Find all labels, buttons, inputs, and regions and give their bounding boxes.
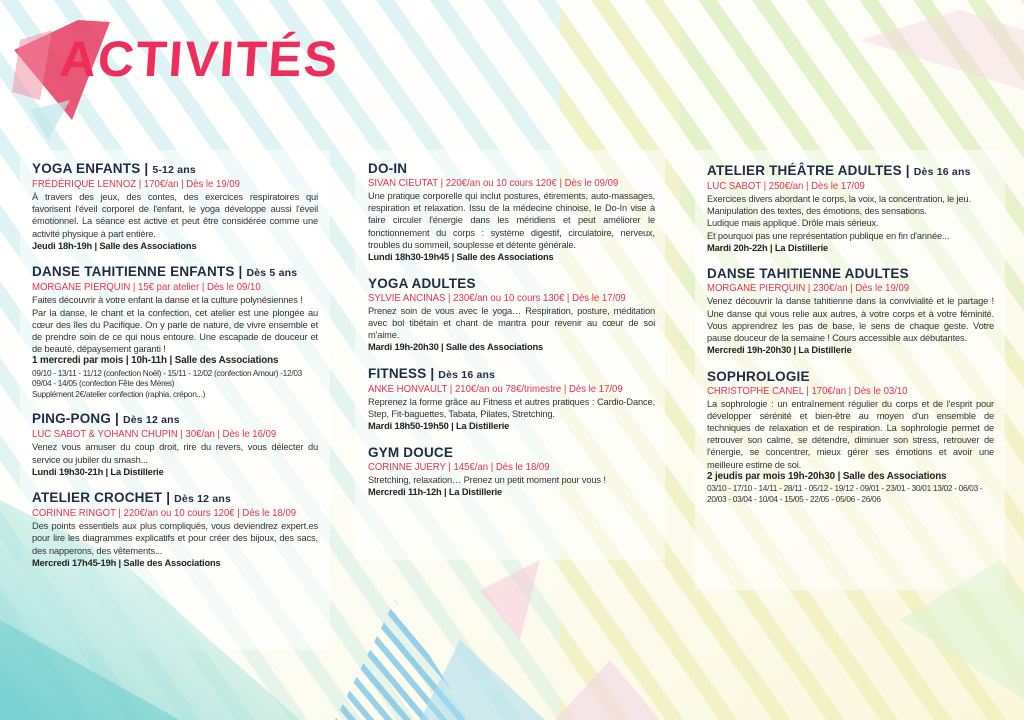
description-paragraph: Par la danse, le chant et la confection, cet atelier est une plongée au cœur des îles du Pacifique. On y parle de nature, de vivre ensemble et de prendre soin de ce qui nous entoure. Une escapade de douceur et de beauté, dépaysement garanti ! (32, 307, 318, 355)
activity-description (707, 193, 994, 242)
activity-heading: ATELIER CROCHET | Dès 12 ans (32, 490, 232, 506)
description-paragraph: Venez découvrir la danse tahitienne dans la convivialité et le partage ! Une danse qui vous relie aux autres, à votre corps et à votre féminité. Vous apprendrez les pas de base, le sens de chaque geste. Votre pause douceur de la semaine ! Cours accessible aux débutantes. (707, 296, 994, 343)
activity-teacher-price: MORGANE PIERQUIN | 15€ par atelier | Dès le 09/10 (32, 282, 261, 294)
activity-description (368, 190, 655, 251)
activity-teacher-price: FRÉDÉRIQUE LENNOZ | 170€/an | Dès le 19/09 (32, 179, 240, 190)
activity-schedule: Mercredi 11h-12h | La Distillerie (368, 486, 503, 497)
description-paragraph: Des points essentiels aux plus compliqués, vous deviendrez expert.es pour lire les diagrammes explicatifs et pour créer des bijoux, des sacs, des napperons, des vêtements... (32, 521, 318, 556)
activity-description (32, 520, 318, 557)
description-paragraph: Prenez soin de vous avec le yoga… Respiration, posture, méditation avec bol tibétain et chant de mantra pour revenir au cœur de soi m'aime. (368, 305, 655, 340)
activity-heading: FITNESS | Dès 16 ans (368, 365, 496, 381)
activity-schedule: Mardi 18h50-19h50 | La Distillerie (368, 421, 510, 432)
activity-teacher-price: CORINNE RINGOT | 220€/an ou 10 cours 120€ | Dès le 18/09 (32, 508, 297, 520)
activity-yoga-adultes (368, 276, 655, 354)
activity-name: YOGA ADULTES (368, 275, 476, 291)
activity-name: FITNESS (368, 365, 427, 381)
activity-age: 5-12 ans (152, 164, 196, 176)
activity-schedule: Mercredi 17h45-19h | Salle des Associations (32, 557, 221, 568)
activity-schedule: Mercredi 19h-20h30 | La Distillerie (707, 345, 852, 356)
activity-dates: 09/10 - 13/11 - 11/12 (confection Noël) - 15/11 - 12/02 (confection Amour) -12/03 09/04 - 14/05 (confection Fête des Mères) (32, 367, 302, 389)
activity-sophrologie (707, 369, 994, 505)
activity-name: DANSE TAHITIENNE ADULTES (707, 266, 909, 282)
description-paragraph: Stretching, relaxation… Prenez un petit moment pour vous ! (368, 474, 606, 485)
activity-dates: 03/10 - 17/10 - 14/11 - 28/11 - 05/12 - 19/12 - 09/01 - 23/01 - 30/01 13/02 - 06/03 - 20/03 - 03/04 - 10/04 - 15/05 - 22/05 - 05/06 - 26/06 (707, 483, 983, 504)
activity-heading: DANSE TAHITIENNE ENFANTS | Dès 5 ans (32, 264, 298, 280)
activity-teacher-price: MORGANE PIERQUIN | 230€/an | Dès le 19/09 (707, 283, 910, 295)
description-paragraph: Reprenez la forme grâce au Fitness et autres pratiques : Cardio-Dance, Step, Fit-baguettes, Tabata, Pilates, Stretching. (368, 396, 655, 419)
activity-name: SOPHROLOGIE (707, 368, 810, 384)
activity-name: YOGA ENFANTS (32, 161, 141, 176)
activity-description (32, 294, 318, 355)
activity-description (707, 398, 994, 471)
description-paragraph: Faites découvrir à votre enfant la danse et la culture polynésiennes ! (32, 295, 303, 306)
activity-heading: ATELIER THÉÂTRE ADULTES | Dès 16 ans (707, 163, 971, 178)
activity-gym-douce (368, 445, 655, 499)
description-paragraph: Venez vous amuser du coup droit, rire du revers, vous délecter du service ou jubiler du smash... (32, 442, 318, 465)
activity-teacher-price: ANKE HONVAULT | 210€/an ou 78€/trimestre | Dès le 17/09 (368, 383, 623, 395)
activity-yoga-enfants (32, 161, 318, 252)
activity-atelier-theatre-adultes (707, 163, 994, 254)
activity-age: Dès 16 ans (438, 368, 496, 381)
page-title: ACTIVITÉS (58, 31, 342, 87)
activity-name: PING-PONG (32, 411, 112, 427)
activity-fitness (368, 366, 655, 433)
activity-supplement: Supplément 2€/atelier confection (raphia, crépon...) (32, 388, 206, 399)
activity-name: ATELIER THÉÂTRE ADULTES (707, 163, 902, 178)
column-1 (32, 161, 318, 581)
activity-schedule: Lundi 19h30-21h | La Distillerie (32, 466, 164, 477)
activity-description (368, 396, 655, 420)
activity-heading: PING-PONG | Dès 12 ans (32, 411, 180, 427)
activity-schedule: Mardi 19h-20h30 | Salle des Associations (368, 342, 544, 353)
description-paragraph: À travers des jeux, des contes, des exercices respiratoires qui favorisent l'éveil corporel de l'enfant, le yoga développe aussi l'éveil émotionnel. La séance est active et peut être considérée comme une activité physique à part entière. (32, 192, 318, 239)
activity-age: Dès 12 ans (122, 414, 180, 427)
description-paragraph: Exercices divers abordant le corps, la voix, la concentration, le jeu. Manipulation des textes, des émotions, des sensations. (707, 194, 971, 217)
activity-teacher-price: CORINNE JUERY | 145€/an | Dès le 18/09 (368, 461, 550, 473)
activity-teacher-price: SIVAN CIEUTAT | 220€/an ou 10 cours 120€ | Dès le 09/09 (368, 178, 619, 189)
activity-name: ATELIER CROCHET (32, 490, 163, 506)
activity-schedule: Jeudi 18h-19h | Salle des Associations (32, 240, 197, 251)
activity-description (368, 305, 655, 342)
activity-heading (368, 161, 655, 177)
activity-name: DO-IN (368, 161, 408, 176)
activity-do-in (368, 161, 655, 264)
activity-teacher-price: CHRISTOPHE CANEL | 170€/an | Dès le 03/10 (707, 385, 908, 397)
activity-heading (707, 369, 994, 385)
description-paragraph: Et pourquoi pas une représentation publique en fin d'année... (707, 230, 950, 241)
activity-schedule: Lundi 18h30-19h45 | Salle des Associations (368, 252, 554, 263)
activity-schedule: 1 mercredi par mois | 10h-11h | Salle des Associations (32, 355, 279, 367)
description-paragraph: Une pratique corporelle qui inclut postures, étirements, auto-massages, respiration et relaxation. Issu de la médecine chinoise, le Do-In vise à faire circuler l'énergie dans les méridiens et peut améliorer le fonctionnement du corps : système digestif, circulatoire, nerveux, troubles du sommeil, souplesse et détente générale. (368, 191, 655, 250)
activity-description (368, 474, 655, 486)
activity-name: GYM DOUCE (368, 444, 454, 460)
activity-schedule: 2 jeudis par mois 19h-20h30 | Salle des Associations (707, 470, 947, 482)
description-paragraph: La sophrologie : un entraînement régulier du corps et de l'esprit pour développer sérénité et bien-être au moyen d'un ensemble de techniques de relaxation et de respiration. La sophrologie permet de retrouver son calme, se détendre, diminuer son stress, retrouver de l'énergie, se concentrer, mieux gérer ses émotions et avoir une meilleure estime de soi. (707, 398, 994, 470)
activity-teacher-price: LUC SABOT | 250€/an | Dès le 17/09 (707, 181, 865, 192)
activity-description (32, 441, 318, 465)
activity-atelier-crochet (32, 490, 318, 569)
activity-name: DANSE TAHITIENNE ENFANTS (32, 264, 235, 280)
activity-heading: YOGA ENFANTS | 5-12 ans (32, 161, 196, 176)
activity-heading (368, 445, 655, 461)
activity-description (707, 295, 994, 344)
activity-description (32, 191, 318, 240)
activity-schedule: Mardi 20h-22h | La Distillerie (707, 242, 829, 253)
column-2 (368, 161, 655, 510)
activity-age: Dès 16 ans (913, 166, 971, 178)
activity-teacher-price: SYLVIE ANCINAS | 230€/an ou 10 cours 130€ | Dès le 17/09 (368, 292, 626, 304)
activity-age: Dès 12 ans (174, 493, 232, 506)
activity-heading (368, 276, 655, 292)
column-3 (707, 163, 994, 516)
activity-heading (707, 266, 994, 282)
activity-teacher-price: LUC SABOT & YOHANN CHUPIN | 30€/an | Dès le 16/09 (32, 429, 277, 441)
activity-danse-tahitienne-adultes (707, 266, 994, 356)
activity-danse-tahitienne-enfants (32, 264, 318, 399)
activity-age: Dès 5 ans (246, 267, 298, 280)
description-paragraph: Ludique mais appliqué. Drôle mais sérieux. (707, 218, 879, 229)
activity-ping-pong (32, 411, 318, 478)
